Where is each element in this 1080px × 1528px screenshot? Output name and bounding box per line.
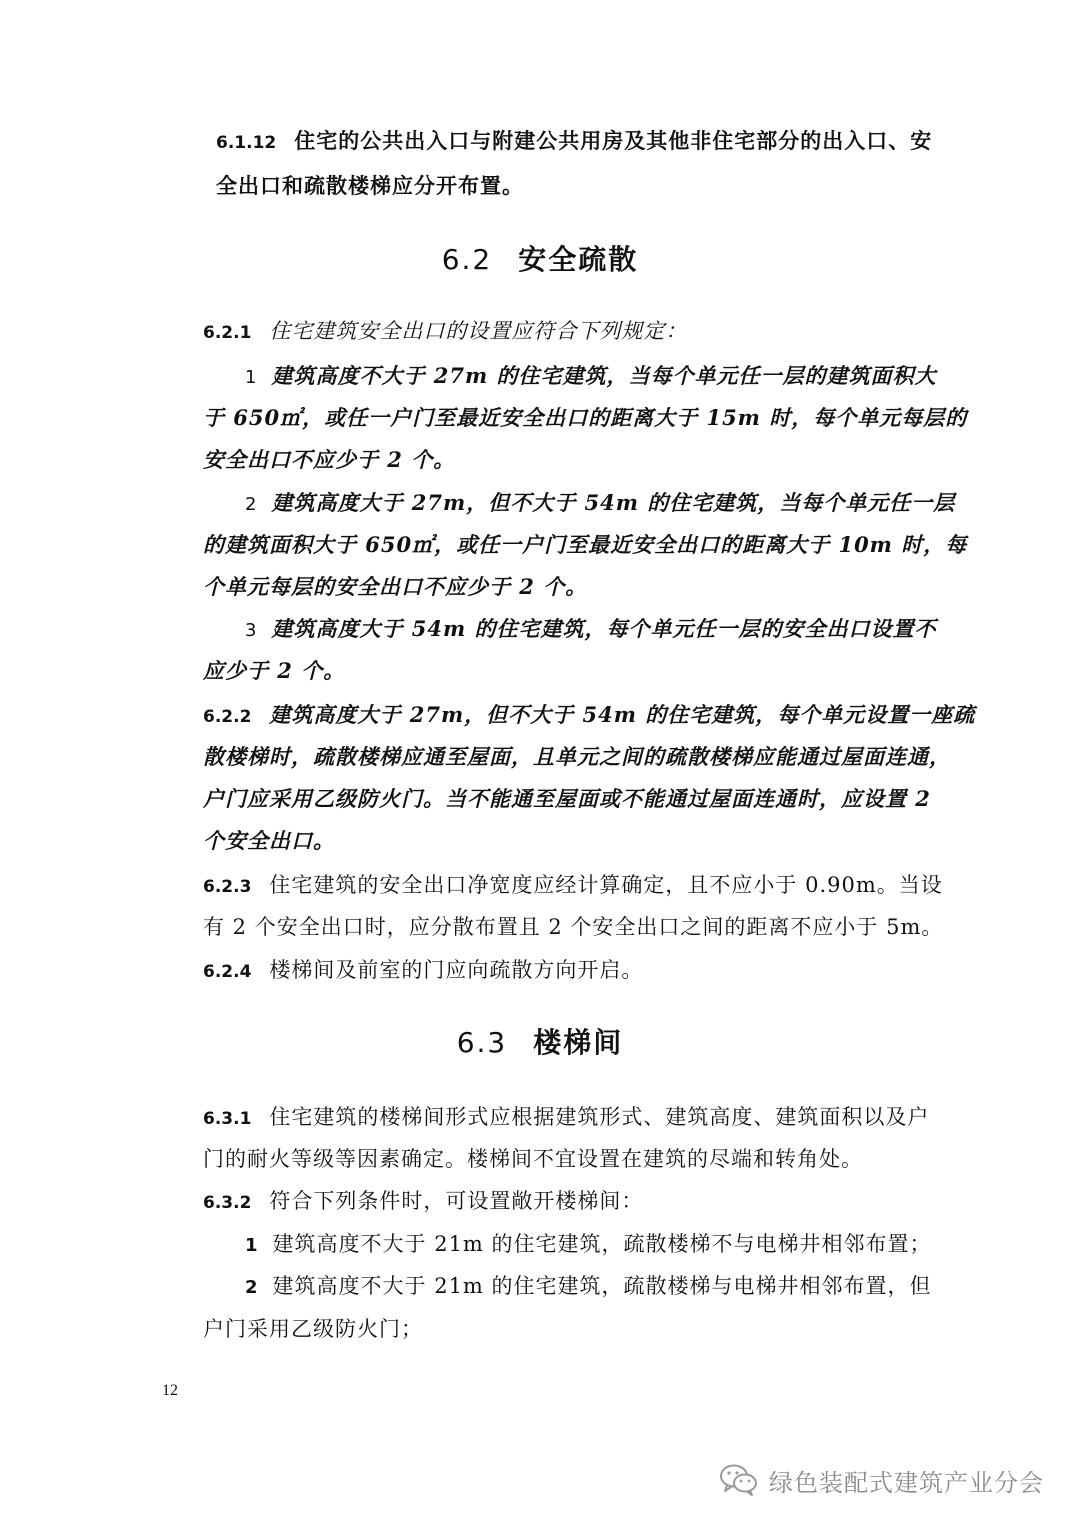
clause-text: 符合下列条件时，可设置敞开楼梯间：: [269, 1189, 644, 1213]
item-number: 1: [245, 1235, 259, 1256]
item-text: 建筑高度不大于 27m 的住宅建筑，当每个单元任一层的建筑面积大: [271, 363, 937, 388]
clause-text: 住宅建筑的安全出口净宽度应经计算确定，且不应小于 0.90m。当设: [269, 873, 943, 897]
clause-6-3-2-item2-line1: [245, 1271, 932, 1303]
item-text: 建筑高度大于 54m 的住宅建筑，每个单元任一层的安全出口设置不: [271, 616, 937, 641]
section-heading-6-3: [0, 1023, 1080, 1063]
clause-6-2-2-line4: 个安全出口。: [203, 828, 335, 853]
clause-6-2-1-item2-line2: 的建筑面积大于 650㎡，或任一户门至最近安全出口的距离大于 10m 时，每: [203, 532, 968, 557]
clause-6-1-12-line1: [216, 126, 932, 158]
clause-6-3-2-item2-line2: 户门采用乙级防火门；: [203, 1317, 423, 1341]
section-number: 6.2: [441, 243, 493, 276]
section-title: 楼梯间: [533, 1026, 624, 1059]
item-text: 建筑高度大于 27m，但不大于 54m 的住宅建筑，当每个单元任一层: [271, 490, 956, 515]
wechat-icon: [719, 1463, 759, 1497]
clause-6-2-1-item2-line1: [245, 488, 955, 520]
clause-6-2-2-line1: [203, 700, 975, 732]
clause-number: 6.2.4: [203, 962, 252, 982]
clause-6-2-1-item3-line2: 应少于 2 个。: [203, 658, 346, 683]
watermark-text: 绿色装配式建筑产业分会: [769, 1468, 1044, 1497]
clause-text: 建筑高度大于 27m，但不大于 54m 的住宅建筑，每个单元设置一座疏: [269, 702, 976, 727]
item-number: 2: [245, 1277, 259, 1298]
item-text: 建筑高度不大于 21m 的住宅建筑，疏散楼梯不与电梯井相邻布置；: [272, 1232, 932, 1256]
clause-6-2-2-line2: 散楼梯时，疏散楼梯应通至屋面，且单元之间的疏散楼梯应能通过屋面连通，: [203, 744, 951, 769]
clause-6-2-1-item1-line2: 于 650㎡，或任一户门至最近安全出口的距离大于 15m 时，每个单元每层的: [203, 405, 968, 430]
clause-6-2-1-item2-line3: 个单元每层的安全出口不应少于 2 个。: [203, 574, 588, 599]
clause-6-2-1-item3-line1: [245, 614, 937, 646]
clause-6-1-12-line2: 全出口和疏散楼梯应分开布置。: [216, 173, 524, 198]
clause-number: 6.3.2: [203, 1193, 252, 1213]
clause-6-2-1-item1-line1: [245, 361, 937, 393]
clause-6-3-2-intro: [203, 1186, 643, 1218]
clause-6-2-2-line3: 户门应采用乙级防火门。当不能通至屋面或不能通过屋面连通时，应设置 2: [203, 786, 931, 811]
section-number: 6.3: [456, 1026, 508, 1059]
clause-number: 6.2.1: [203, 323, 252, 343]
section-heading-6-2: [0, 240, 1080, 280]
clause-6-2-1-item1-line3: 安全出口不应少于 2 个。: [203, 447, 456, 472]
item-number: 3: [245, 620, 258, 641]
clause-6-2-4-line1: [203, 955, 643, 987]
watermark: [719, 1462, 1044, 1498]
clause-text: 住宅的公共出入口与附建公共用房及其他非住宅部分的出入口、安: [294, 128, 933, 153]
clause-number: 6.1.12: [216, 133, 277, 153]
page-number: 12: [162, 1382, 178, 1399]
clause-6-3-1-line2: 门的耐火等级等因素确定。楼梯间不宜设置在建筑的尽端和转角处。: [203, 1147, 863, 1171]
clause-6-2-1-intro: [203, 316, 687, 348]
section-title: 安全疏散: [518, 243, 639, 276]
item-number: 1: [245, 367, 258, 388]
clause-6-2-3-line1: [203, 870, 943, 902]
clause-6-2-3-line2: 有 2 个安全出口时，应分散布置且 2 个安全出口之间的距离不应小于 5m。: [203, 915, 944, 939]
clause-6-3-1-line1: [203, 1102, 929, 1134]
clause-text: 住宅建筑安全出口的设置应符合下列规定：: [269, 319, 688, 343]
item-number: 2: [245, 494, 258, 515]
clause-number: 6.3.1: [203, 1109, 252, 1129]
clause-6-3-2-item1-line1: [245, 1229, 932, 1261]
clause-number: 6.2.3: [203, 877, 252, 897]
clause-number: 6.2.2: [203, 707, 252, 727]
item-text: 建筑高度不大于 21m 的住宅建筑，疏散楼梯与电梯井相邻布置，但: [272, 1274, 932, 1298]
clause-text: 楼梯间及前室的门应向疏散方向开启。: [269, 958, 644, 982]
clause-text: 住宅建筑的楼梯间形式应根据建筑形式、建筑高度、建筑面积以及户: [269, 1105, 930, 1129]
